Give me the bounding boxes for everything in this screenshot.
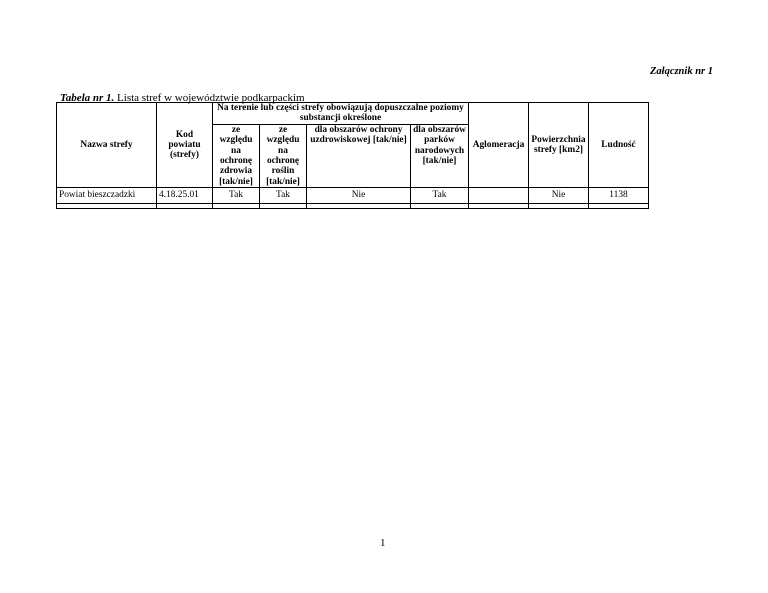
zone-names bbox=[57, 203, 157, 208]
zone-codes bbox=[157, 188, 213, 204]
header-agglomeration: Aglomeracja bbox=[469, 103, 529, 188]
caption-text: Lista stref w województwie podkarpackim bbox=[114, 92, 305, 104]
header-health: ze względu na ochronę zdrowia [tak/nie] bbox=[213, 124, 260, 187]
population-values bbox=[589, 188, 649, 204]
header-area: Powierzchnia strefy [km2] bbox=[529, 103, 589, 188]
plants-values bbox=[260, 203, 307, 208]
cell-value: Powiat bieszczadzki bbox=[59, 190, 136, 201]
cell-value: Tak bbox=[276, 190, 290, 201]
cell-value: Tak bbox=[432, 190, 447, 201]
agglomeration-values bbox=[469, 188, 529, 204]
agglomeration-values bbox=[469, 203, 529, 208]
cell-value: 4.18.25.01 bbox=[159, 190, 199, 201]
cell-value: Nie bbox=[351, 190, 366, 201]
zones-table bbox=[56, 102, 649, 209]
table-body-group-1 bbox=[57, 188, 649, 204]
table-group-row bbox=[57, 203, 649, 208]
parks-values bbox=[411, 203, 469, 208]
zone-names bbox=[57, 188, 157, 204]
page-number: 1 bbox=[380, 537, 386, 549]
header-spa: dla obszarów ochrony uzdrowiskowej [tak/nie] bbox=[307, 124, 411, 187]
parks-values bbox=[411, 188, 469, 204]
header-parks: dla obszarów parków narodowych [tak/nie] bbox=[411, 124, 469, 187]
annex-label: Załącznik nr 1 bbox=[649, 66, 713, 77]
cell-value: Tak bbox=[229, 190, 243, 201]
table-body-group-2 bbox=[57, 203, 649, 208]
cell-value: Nie bbox=[551, 190, 566, 201]
area-values bbox=[529, 203, 589, 208]
spa-values bbox=[307, 203, 411, 208]
header-code: Kod powiatu (strefy) bbox=[157, 103, 213, 188]
header-plants: ze względu na ochronę roślin [tak/nie] bbox=[260, 124, 307, 187]
plants-values bbox=[260, 188, 307, 204]
table-group-row bbox=[57, 188, 649, 204]
area-values bbox=[529, 188, 589, 204]
cell-value: 1138 bbox=[609, 190, 628, 201]
population-values bbox=[589, 203, 649, 208]
health-values bbox=[213, 203, 260, 208]
header-group: Na terenie lub części strefy obowiązują dopuszczalne poziomy substancji określone bbox=[213, 103, 469, 125]
health-values bbox=[213, 188, 260, 204]
header-population: Ludność bbox=[589, 103, 649, 188]
spa-values bbox=[307, 188, 411, 204]
zone-codes bbox=[157, 203, 213, 208]
header-name: Nazwa strefy bbox=[57, 103, 157, 188]
caption-label: Tabela nr 1. bbox=[60, 92, 115, 104]
